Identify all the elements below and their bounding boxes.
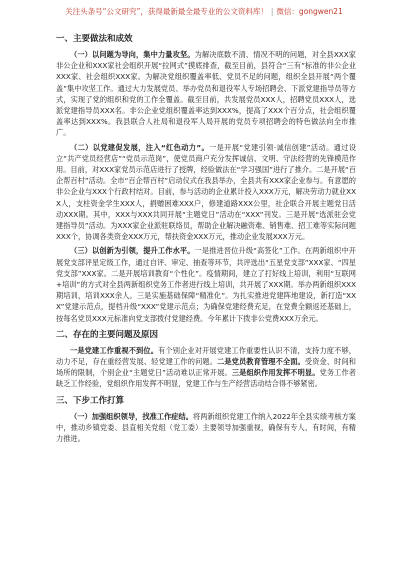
section-1-paragraph-1: [56, 49, 356, 139]
document-body: [56, 28, 356, 574]
banner-separator: |: [270, 6, 274, 16]
section-2-paragraph-1: [56, 345, 356, 390]
section-1-p2-lead: （二）以党建促发展，注入“红色动力”。: [70, 142, 210, 152]
banner-wechat: 微信：gongwen21: [276, 6, 343, 16]
section-1-p1-body: 为解决底数不清、情况不明的问题，对全县XXX家非公企业和XXX家社会组织开展“拉网式”摸底排查，截至目前，县符合“三有”标准的非公企业XXX家、社会组织XXX家。为解决党组织覆盖率低、党员不足的问题，组织全县开展“两个覆盖”集中攻坚工作。通过大力发展党员、举办党员和退役军人专场招聘会、下派党建指导员等方式，实现了党的组织和党的工作全覆盖。截至目前，共发展党员XXX人，招聘党员XXX人，选派党建指导员XXX名。非公企业党组织覆盖率达到XXX%，提高了XXX个百分点，社会组织覆盖率达到XXX%。我县联合人社局和退役军人局开展的党员专项招聘会的特色做法向全市推广。: [56, 50, 356, 138]
promo-banner[interactable]: [0, 0, 408, 22]
section-1-p2-body: 一是开展“党建引领·诚信创建”活动。通过设立“共产党员经营店”“党员示范岗”，使党员商户充分发挥诚信、文明、守法经营的先锋模范作用。目前，对XXX家党员示范店进行了授牌，经验做法在“学习强国”进行了推介。二是开展“百企帮百村”活动。全市“百企帮百村”启动仪式在我县举办，全县共有XXX家企业参与。有意愿的非公企业与XXX个行政村结对。目前，参与活动的企业累计投入XXX万元，解决劳动力就业XXX人，支柱资金学生XXX人，捐赠困难XXX户，修建道路XXX公里，社企联合开展主题党日活动XXX期。其中，XXX与XXX共同开展“主题党日”活动在“XXX”刊发。三是开展“选派驻会党建指导员”活动。为XXX家企业派驻联络员，帮助企业解决融资难、销售难、招工难等实际问题XXX个，协调各类资金XXX万元，帮扶资金XXX万元，推动企业发展XXX万元。: [56, 142, 356, 242]
section-3-p1-lead: （一）加强组织领导，找准工作症结。: [70, 411, 193, 421]
section-1-paragraph-3: [56, 245, 356, 323]
section-3-paragraph-1: [56, 411, 356, 445]
section-2-lead-3: 三是组织作用发挥不明显。: [231, 368, 320, 378]
section-1-p3-lead: （三）以创新为引领，提升工作水平。: [70, 246, 195, 256]
section-2-body-1: 有个别企业对开展党建工作重要性认识不清，支持力度不够，动力不足，存在重经营发展、轻党建工作的问题。: [56, 345, 356, 367]
section-1-heading: 一、主要做法和成效: [56, 34, 133, 44]
section-2-heading: 二、存在的主要问题及原因: [56, 329, 159, 340]
section-1-paragraph-2: [56, 142, 356, 243]
section-2-lead-1: 一是党建工作重视不到位。: [70, 345, 159, 355]
section-2-body-2: 受资金、时间和场所的限制，个别企业“主题党日”活动难以正常开展。: [56, 357, 356, 378]
section-1-p3-body: 一是推进晋位升级“高签化”工作。在两新组织中开展党支部评星定级工作，通过自评、审定、抽查等环节，共评选出“五星党支部”XXX家、“四星党支部”XXX家。二是开展培训教育“个性化”。疫情期间，建立了打好线上培训，利用“互联网+培训”的方式对全县两新组织党务工作者进行线上培训，共开展了XXX期。举办两新组织XXX期培训，培训XXX余人。三是实施基础保障“精准化”。为扎实推进党建阵地建设，新打造“XXX”党建示范点，提档升级“XXX”党建示范点；为确保党建经费充足，在党费全额返还基础上，按每名党员XXX元标准向党支部拨付党建经费。今年累计下拨非公党费XXX万余元。: [56, 246, 356, 323]
section-2-lead-2: 二是党员教育管理不全面。: [217, 357, 305, 367]
section-3-heading: 三、下步工作打算: [56, 395, 125, 406]
section-3-p1-body: 将两新组织党建工作纳入2022年全县实绩考核方案中，推动乡镇党委、县直相关党组（党工委）主要领导加强重视，确保有专人、有时间，有精力推进。: [56, 411, 356, 444]
section-1-p1-lead: （一）以问题为导向，集中力量攻坚。: [70, 50, 195, 59]
section-2-body-3: 党务工作者缺乏工作经验，党组织作用发挥不明显，党建工作与生产经营活动结合得不够紧密。: [56, 368, 356, 389]
banner-text: 关注头条号“公文研究”，获得最新最全最专业的公文资料库！: [65, 6, 268, 16]
